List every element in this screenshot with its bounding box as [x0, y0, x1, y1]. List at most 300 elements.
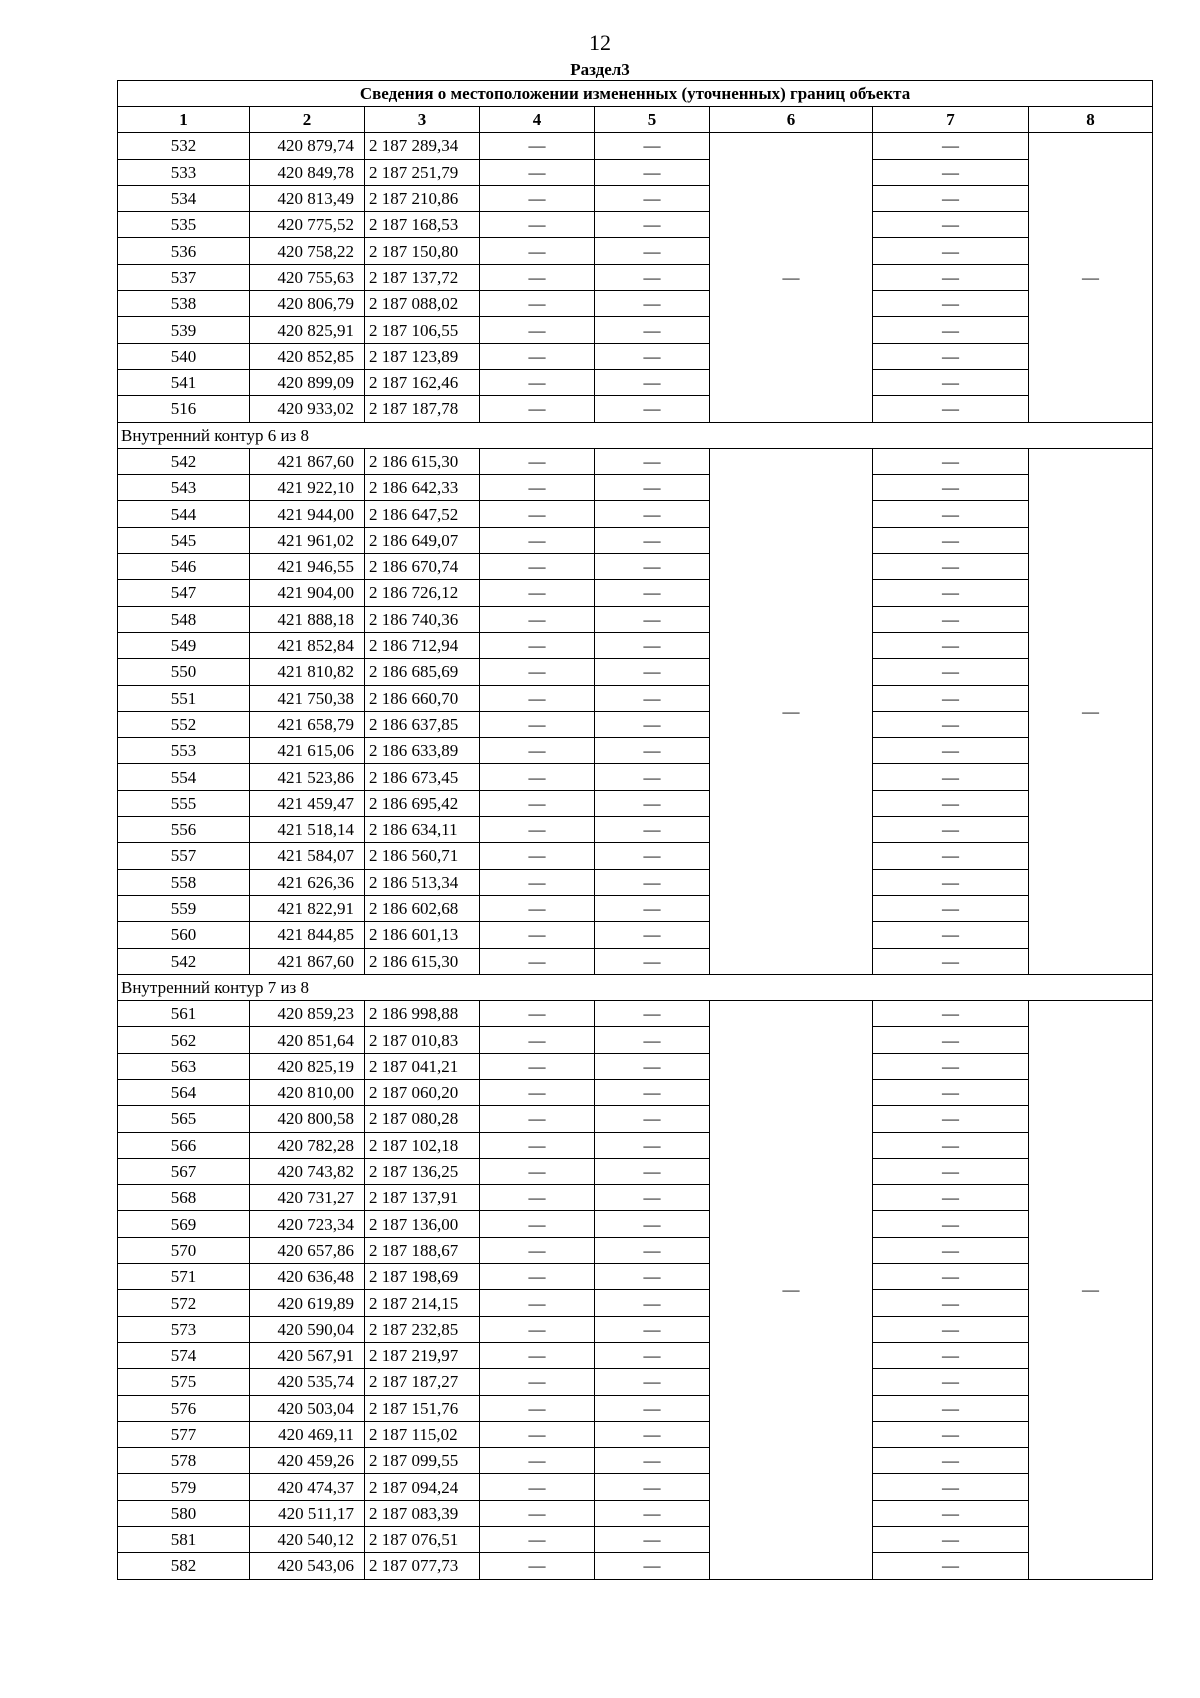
- coordinate-y: 2 187 198,69: [365, 1264, 480, 1290]
- column-4-dash: —: [480, 1316, 595, 1342]
- column-7-dash: —: [873, 238, 1029, 264]
- coordinate-x: 421 888,18: [250, 606, 365, 632]
- table-row: [118, 501, 1153, 527]
- contour-label: Внутренний контур 6 из 8: [118, 422, 1153, 448]
- coordinate-x: 421 810,82: [250, 659, 365, 685]
- column-5-dash: —: [595, 1158, 710, 1184]
- point-number: 537: [118, 264, 250, 290]
- column-4-dash: —: [480, 212, 595, 238]
- column-4-dash: —: [480, 1264, 595, 1290]
- column-7-dash: —: [873, 448, 1029, 474]
- coordinate-x: 421 584,07: [250, 843, 365, 869]
- column-7-dash: —: [873, 1395, 1029, 1421]
- point-number: 533: [118, 159, 250, 185]
- coordinate-y: 2 186 642,33: [365, 475, 480, 501]
- table-row: [118, 1500, 1153, 1526]
- column-5-dash: —: [595, 948, 710, 974]
- coordinate-y: 2 186 695,42: [365, 790, 480, 816]
- table-row: [118, 711, 1153, 737]
- column-5-dash: —: [595, 1290, 710, 1316]
- column-5-dash: —: [595, 1106, 710, 1132]
- column-4-dash: —: [480, 1421, 595, 1447]
- table-row: [118, 1553, 1153, 1579]
- coordinates-table: [117, 80, 1153, 1580]
- column-header: 7: [873, 107, 1029, 133]
- point-number: 563: [118, 1053, 250, 1079]
- column-4-dash: —: [480, 448, 595, 474]
- column-5-dash: —: [595, 1527, 710, 1553]
- coordinate-y: 2 186 634,11: [365, 817, 480, 843]
- table-row: [118, 1027, 1153, 1053]
- coordinate-x: 420 743,82: [250, 1158, 365, 1184]
- column-7-dash: —: [873, 711, 1029, 737]
- coordinate-x: 421 523,86: [250, 764, 365, 790]
- table-row: [118, 606, 1153, 632]
- table-row: [118, 527, 1153, 553]
- table-row: [118, 448, 1153, 474]
- table-row: [118, 1079, 1153, 1105]
- column-4-dash: —: [480, 922, 595, 948]
- column-4-dash: —: [480, 580, 595, 606]
- coordinate-x: 420 810,00: [250, 1079, 365, 1105]
- coordinate-y: 2 186 998,88: [365, 1001, 480, 1027]
- column-4-dash: —: [480, 895, 595, 921]
- point-number: 546: [118, 554, 250, 580]
- table-row: [118, 159, 1153, 185]
- coordinate-y: 2 187 010,83: [365, 1027, 480, 1053]
- coordinate-y: 2 187 094,24: [365, 1474, 480, 1500]
- column-5-dash: —: [595, 1448, 710, 1474]
- column-4-dash: —: [480, 1053, 595, 1079]
- column-7-dash: —: [873, 922, 1029, 948]
- column-5-dash: —: [595, 1553, 710, 1579]
- column-5-dash: —: [595, 895, 710, 921]
- column-5-dash: —: [595, 1500, 710, 1526]
- column-5-dash: —: [595, 1342, 710, 1368]
- table-row: [118, 554, 1153, 580]
- column-7-dash: —: [873, 264, 1029, 290]
- column-5-dash: —: [595, 1474, 710, 1500]
- column-7-dash: —: [873, 659, 1029, 685]
- point-number: 552: [118, 711, 250, 737]
- column-4-dash: —: [480, 1342, 595, 1368]
- coordinate-y: 2 187 115,02: [365, 1421, 480, 1447]
- column-4-dash: —: [480, 685, 595, 711]
- coordinate-y: 2 187 106,55: [365, 317, 480, 343]
- coordinate-y: 2 187 088,02: [365, 291, 480, 317]
- column-5-dash: —: [595, 1185, 710, 1211]
- point-number: 547: [118, 580, 250, 606]
- coordinate-y: 2 187 136,00: [365, 1211, 480, 1237]
- coordinate-x: 420 723,34: [250, 1211, 365, 1237]
- column-4-dash: —: [480, 185, 595, 211]
- point-number: 550: [118, 659, 250, 685]
- column-4-dash: —: [480, 369, 595, 395]
- column-5-dash: —: [595, 159, 710, 185]
- coordinate-y: 2 187 151,76: [365, 1395, 480, 1421]
- column-5-dash: —: [595, 632, 710, 658]
- table-row: [118, 922, 1153, 948]
- coordinate-x: 420 899,09: [250, 369, 365, 395]
- column-7-dash: —: [873, 1448, 1029, 1474]
- column-4-dash: —: [480, 133, 595, 159]
- column-4-dash: —: [480, 659, 595, 685]
- point-number: 578: [118, 1448, 250, 1474]
- column-4-dash: —: [480, 527, 595, 553]
- table-row: [118, 317, 1153, 343]
- coordinate-x: 421 750,38: [250, 685, 365, 711]
- table-row: [118, 843, 1153, 869]
- point-number: 565: [118, 1106, 250, 1132]
- table-row: [118, 1106, 1153, 1132]
- coordinate-x: 420 849,78: [250, 159, 365, 185]
- column-7-dash: —: [873, 606, 1029, 632]
- column-header: 6: [710, 107, 873, 133]
- coordinate-y: 2 187 210,86: [365, 185, 480, 211]
- coordinate-y: 2 187 214,15: [365, 1290, 480, 1316]
- column-7-dash: —: [873, 1211, 1029, 1237]
- column-7-dash: —: [873, 1185, 1029, 1211]
- column-7-dash: —: [873, 185, 1029, 211]
- column-7-dash: —: [873, 1500, 1029, 1526]
- coordinate-x: 420 543,06: [250, 1553, 365, 1579]
- coordinate-y: 2 186 615,30: [365, 948, 480, 974]
- table-row: [118, 1421, 1153, 1447]
- column-4-dash: —: [480, 554, 595, 580]
- point-number: 542: [118, 948, 250, 974]
- point-number: 575: [118, 1369, 250, 1395]
- contour-header-row: [118, 422, 1153, 448]
- table-row: [118, 659, 1153, 685]
- column-5-dash: —: [595, 133, 710, 159]
- point-number: 536: [118, 238, 250, 264]
- coordinate-y: 2 186 649,07: [365, 527, 480, 553]
- point-number: 560: [118, 922, 250, 948]
- column-5-dash: —: [595, 922, 710, 948]
- coordinate-x: 420 474,37: [250, 1474, 365, 1500]
- column-7-dash: —: [873, 790, 1029, 816]
- point-number: 559: [118, 895, 250, 921]
- column-4-dash: —: [480, 1001, 595, 1027]
- coordinate-x: 420 806,79: [250, 291, 365, 317]
- coordinate-y: 2 187 188,67: [365, 1237, 480, 1263]
- coordinate-y: 2 186 673,45: [365, 764, 480, 790]
- column-4-dash: —: [480, 1158, 595, 1184]
- column-5-dash: —: [595, 554, 710, 580]
- coordinate-y: 2 186 633,89: [365, 738, 480, 764]
- table-row: [118, 1316, 1153, 1342]
- column-4-dash: —: [480, 238, 595, 264]
- column-header: 3: [365, 107, 480, 133]
- coordinate-x: 421 844,85: [250, 922, 365, 948]
- column-5-dash: —: [595, 711, 710, 737]
- column-7-dash: —: [873, 317, 1029, 343]
- column-7-dash: —: [873, 1158, 1029, 1184]
- column-4-dash: —: [480, 1106, 595, 1132]
- coordinate-y: 2 187 123,89: [365, 343, 480, 369]
- coordinate-y: 2 187 219,97: [365, 1342, 480, 1368]
- coordinate-x: 421 822,91: [250, 895, 365, 921]
- column-4-dash: —: [480, 396, 595, 422]
- coordinate-x: 420 758,22: [250, 238, 365, 264]
- table-row: [118, 1448, 1153, 1474]
- coordinate-x: 421 852,84: [250, 632, 365, 658]
- coordinate-x: 420 567,91: [250, 1342, 365, 1368]
- point-number: 554: [118, 764, 250, 790]
- column-8-merged-dash: —: [1029, 448, 1153, 974]
- coordinate-x: 421 459,47: [250, 790, 365, 816]
- column-7-dash: —: [873, 1316, 1029, 1342]
- point-number: 543: [118, 475, 250, 501]
- column-7-dash: —: [873, 554, 1029, 580]
- column-7-dash: —: [873, 1132, 1029, 1158]
- table-title: Сведения о местоположении измененных (уточненных) границ объекта: [118, 81, 1153, 107]
- column-4-dash: —: [480, 1290, 595, 1316]
- point-number: 570: [118, 1237, 250, 1263]
- contour-label: Внутренний контур 7 из 8: [118, 974, 1153, 1000]
- point-number: 556: [118, 817, 250, 843]
- column-5-dash: —: [595, 1001, 710, 1027]
- coordinate-x: 420 619,89: [250, 1290, 365, 1316]
- coordinate-x: 420 540,12: [250, 1527, 365, 1553]
- column-5-dash: —: [595, 501, 710, 527]
- coordinate-x: 420 775,52: [250, 212, 365, 238]
- coordinate-y: 2 187 099,55: [365, 1448, 480, 1474]
- column-5-dash: —: [595, 817, 710, 843]
- column-5-dash: —: [595, 790, 710, 816]
- coordinate-x: 421 867,60: [250, 448, 365, 474]
- point-number: 562: [118, 1027, 250, 1053]
- coordinate-y: 2 187 136,25: [365, 1158, 480, 1184]
- point-number: 549: [118, 632, 250, 658]
- point-number: 540: [118, 343, 250, 369]
- column-5-dash: —: [595, 1053, 710, 1079]
- column-7-dash: —: [873, 1421, 1029, 1447]
- column-7-dash: —: [873, 527, 1029, 553]
- coordinate-x: 420 879,74: [250, 133, 365, 159]
- point-number: 545: [118, 527, 250, 553]
- column-7-dash: —: [873, 501, 1029, 527]
- column-header-row: [118, 107, 1153, 133]
- point-number: 573: [118, 1316, 250, 1342]
- point-number: 568: [118, 1185, 250, 1211]
- coordinate-y: 2 186 560,71: [365, 843, 480, 869]
- table-row: [118, 369, 1153, 395]
- table-row: [118, 948, 1153, 974]
- coordinate-y: 2 187 041,21: [365, 1053, 480, 1079]
- table-row: [118, 185, 1153, 211]
- table-row: [118, 1290, 1153, 1316]
- column-7-dash: —: [873, 869, 1029, 895]
- column-5-dash: —: [595, 606, 710, 632]
- column-8-merged-dash: —: [1029, 1001, 1153, 1580]
- coordinate-x: 420 535,74: [250, 1369, 365, 1395]
- column-6-merged-dash: —: [710, 448, 873, 974]
- coordinate-x: 420 459,26: [250, 1448, 365, 1474]
- column-4-dash: —: [480, 1553, 595, 1579]
- column-4-dash: —: [480, 1395, 595, 1421]
- table-body: [118, 133, 1153, 1579]
- point-number: 571: [118, 1264, 250, 1290]
- column-5-dash: —: [595, 764, 710, 790]
- column-7-dash: —: [873, 1001, 1029, 1027]
- coordinate-y: 2 186 670,74: [365, 554, 480, 580]
- column-5-dash: —: [595, 238, 710, 264]
- column-header: 8: [1029, 107, 1153, 133]
- column-7-dash: —: [873, 1553, 1029, 1579]
- coordinate-x: 420 503,04: [250, 1395, 365, 1421]
- point-number: 539: [118, 317, 250, 343]
- point-number: 534: [118, 185, 250, 211]
- column-7-dash: —: [873, 1264, 1029, 1290]
- coordinate-x: 421 518,14: [250, 817, 365, 843]
- table-row: [118, 343, 1153, 369]
- column-4-dash: —: [480, 1500, 595, 1526]
- table-row: [118, 1264, 1153, 1290]
- column-5-dash: —: [595, 1211, 710, 1237]
- coordinate-x: 420 590,04: [250, 1316, 365, 1342]
- column-7-dash: —: [873, 1237, 1029, 1263]
- table-row: [118, 1001, 1153, 1027]
- coordinate-x: 420 782,28: [250, 1132, 365, 1158]
- column-header: 2: [250, 107, 365, 133]
- column-7-dash: —: [873, 1106, 1029, 1132]
- table-row: [118, 1185, 1153, 1211]
- column-5-dash: —: [595, 343, 710, 369]
- point-number: 557: [118, 843, 250, 869]
- coordinate-x: 420 825,91: [250, 317, 365, 343]
- coordinate-y: 2 187 137,91: [365, 1185, 480, 1211]
- coordinate-y: 2 187 289,34: [365, 133, 480, 159]
- point-number: 541: [118, 369, 250, 395]
- coordinate-x: 421 961,02: [250, 527, 365, 553]
- column-7-dash: —: [873, 1474, 1029, 1500]
- point-number: 553: [118, 738, 250, 764]
- column-5-dash: —: [595, 212, 710, 238]
- column-4-dash: —: [480, 606, 595, 632]
- table-row: [118, 264, 1153, 290]
- point-number: 576: [118, 1395, 250, 1421]
- coordinate-x: 421 658,79: [250, 711, 365, 737]
- table-row: [118, 1211, 1153, 1237]
- column-4-dash: —: [480, 317, 595, 343]
- coordinate-y: 2 187 251,79: [365, 159, 480, 185]
- column-4-dash: —: [480, 817, 595, 843]
- column-4-dash: —: [480, 632, 595, 658]
- column-4-dash: —: [480, 1448, 595, 1474]
- column-6-merged-dash: —: [710, 1001, 873, 1580]
- point-number: 574: [118, 1342, 250, 1368]
- coordinate-y: 2 187 168,53: [365, 212, 480, 238]
- column-5-dash: —: [595, 291, 710, 317]
- table-row: [118, 1053, 1153, 1079]
- coordinate-y: 2 187 162,46: [365, 369, 480, 395]
- column-4-dash: —: [480, 1079, 595, 1105]
- column-4-dash: —: [480, 501, 595, 527]
- column-4-dash: —: [480, 738, 595, 764]
- column-7-dash: —: [873, 738, 1029, 764]
- column-7-dash: —: [873, 632, 1029, 658]
- table-row: [118, 1132, 1153, 1158]
- column-5-dash: —: [595, 738, 710, 764]
- point-number: 582: [118, 1553, 250, 1579]
- point-number: 579: [118, 1474, 250, 1500]
- section-title: Раздел3: [570, 60, 630, 79]
- column-7-dash: —: [873, 1342, 1029, 1368]
- coordinate-y: 2 187 187,78: [365, 396, 480, 422]
- coordinate-x: 420 800,58: [250, 1106, 365, 1132]
- table-row: [118, 475, 1153, 501]
- column-7-dash: —: [873, 764, 1029, 790]
- column-5-dash: —: [595, 1369, 710, 1395]
- column-5-dash: —: [595, 1237, 710, 1263]
- coordinate-y: 2 186 602,68: [365, 895, 480, 921]
- column-4-dash: —: [480, 790, 595, 816]
- column-7-dash: —: [873, 133, 1029, 159]
- column-5-dash: —: [595, 1395, 710, 1421]
- column-7-dash: —: [873, 895, 1029, 921]
- coordinate-x: 420 933,02: [250, 396, 365, 422]
- coordinate-x: 420 731,27: [250, 1185, 365, 1211]
- column-5-dash: —: [595, 264, 710, 290]
- column-4-dash: —: [480, 1132, 595, 1158]
- column-4-dash: —: [480, 948, 595, 974]
- coordinate-x: 421 922,10: [250, 475, 365, 501]
- column-4-dash: —: [480, 711, 595, 737]
- column-4-dash: —: [480, 1237, 595, 1263]
- column-5-dash: —: [595, 369, 710, 395]
- table-row: [118, 869, 1153, 895]
- point-number: 548: [118, 606, 250, 632]
- column-5-dash: —: [595, 1079, 710, 1105]
- coordinate-y: 2 187 060,20: [365, 1079, 480, 1105]
- table-row: [118, 817, 1153, 843]
- column-7-dash: —: [873, 212, 1029, 238]
- point-number: 561: [118, 1001, 250, 1027]
- column-header: 4: [480, 107, 595, 133]
- coordinate-y: 2 187 076,51: [365, 1527, 480, 1553]
- point-number: 567: [118, 1158, 250, 1184]
- column-5-dash: —: [595, 475, 710, 501]
- point-number: 538: [118, 291, 250, 317]
- column-5-dash: —: [595, 317, 710, 343]
- coordinate-x: 420 511,17: [250, 1500, 365, 1526]
- point-number: 558: [118, 869, 250, 895]
- table-row: [118, 895, 1153, 921]
- column-4-dash: —: [480, 475, 595, 501]
- point-number: 555: [118, 790, 250, 816]
- coordinate-x: 420 851,64: [250, 1027, 365, 1053]
- table-row: [118, 790, 1153, 816]
- column-7-dash: —: [873, 1369, 1029, 1395]
- column-7-dash: —: [873, 1027, 1029, 1053]
- table-row: [118, 396, 1153, 422]
- column-5-dash: —: [595, 1316, 710, 1342]
- table-row: [118, 738, 1153, 764]
- page-number: 12: [589, 30, 611, 55]
- table-row: [118, 632, 1153, 658]
- column-7-dash: —: [873, 343, 1029, 369]
- coordinate-x: 420 825,19: [250, 1053, 365, 1079]
- coordinate-y: 2 186 513,34: [365, 869, 480, 895]
- point-number: 566: [118, 1132, 250, 1158]
- column-5-dash: —: [595, 1132, 710, 1158]
- coordinate-y: 2 186 726,12: [365, 580, 480, 606]
- table-row: [118, 1395, 1153, 1421]
- coordinate-x: 421 944,00: [250, 501, 365, 527]
- coordinate-y: 2 186 660,70: [365, 685, 480, 711]
- column-5-dash: —: [595, 527, 710, 553]
